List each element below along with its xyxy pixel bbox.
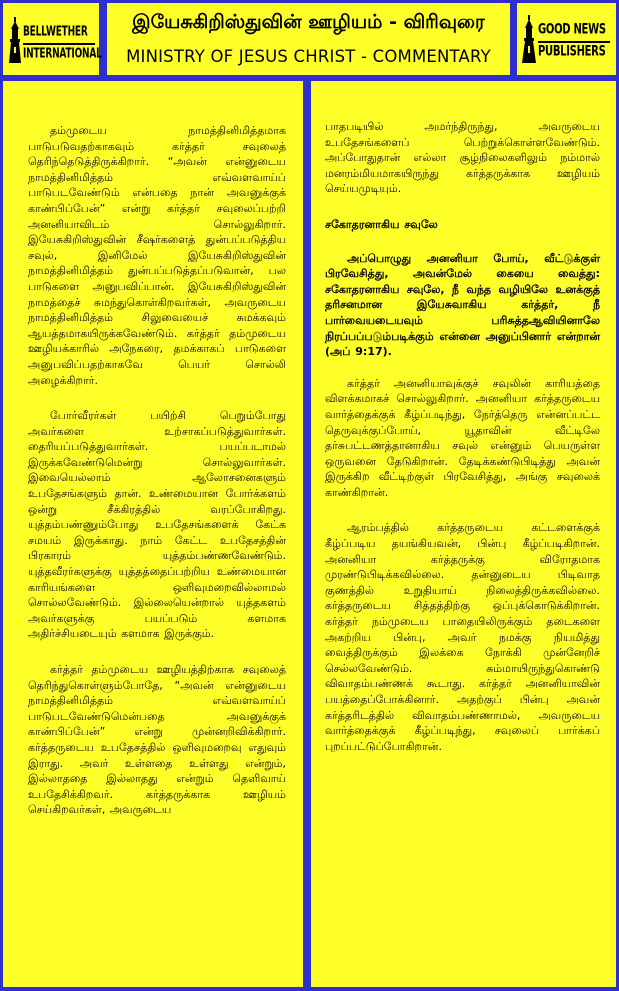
- left-column-text: [28, 123, 286, 838]
- section-heading: சகோதரனாகிய சவுலே: [325, 217, 438, 231]
- logo-line-2: INTERNATIONAL: [23, 47, 102, 62]
- bellwether-logo-panel: [3, 3, 102, 75]
- left-column: [3, 81, 303, 987]
- right-column-text: [325, 119, 600, 774]
- good-news-logo: [522, 15, 612, 67]
- tower-icon: [522, 15, 536, 63]
- title-tamil: இயேசுகிறிஸ்துவின் ஊழியம் - விரிவுரை: [132, 11, 485, 33]
- tower-icon: [9, 17, 21, 63]
- page-header: [3, 3, 616, 75]
- logo-line-1: GOOD NEWS: [538, 22, 606, 38]
- logo-underline: [23, 43, 95, 45]
- good-news-logo-panel: [517, 3, 616, 75]
- logo-line-2: PUBLISHERS: [538, 44, 606, 60]
- logo-line-1: BELLWETHER: [23, 25, 88, 40]
- paragraph: கர்த்தர் அனனியாவுக்குச் சவுலின் காரியத்தை விளக்கமாகச் சொல்லுகிறார். அனனியா கர்த்தருடைய வார்த்தைக்குக் கீழ்ப்படிந்து, நேர்த்தெரு என்னப்பட்ட தெருவுக்குப்போய், யூதாவின் வீட்டிலே தர்சுபட்டணத்தானாகிய சவுல் என்னும் பெயருள்ள ஒருவனை தேடுகிறான். தேடிக்கண்டுபிடித்து அவன் இருக்கிற வீட்டிற்குள் பிரவேசித்து, அங்கு சவுலைக் காண்கிறான்.: [325, 376, 600, 499]
- paragraph: ஆரம்பத்தில் கர்த்தருடைய கட்டளைக்குக் கீழ்ப்படிய தயங்கியவன், பின்பு கீழ்ப்படிகிறான். அனனியா கர்த்தருக்கு விரோதமாக முரண்டுபிடிக்கவில்லை. தன்னுடைய பிடிவாத குணத்தில் உறுதியாய் நிலைத்திருக்கவில்லை. கர்த்தருடைய சித்தத்திற்கு ஒப்புக்கொடுக்கிறான். கர்த்தர் நம்முடைய பாதையிலிருக்கும் தடைகளை அகற்றிய பின்பு, அவர் நமக்கு நியமித்து வைத்திருக்கும் இலக்கை நோக்கி முன்னேறிச் செல்லவேண்டும். சும்மாயிருந்துகொண்டு விவாதம்பண்ணக் கூடாது. கர்த்தர் அனனியாவின் பயத்தைப்போக்கினார். அதற்குப் பின்பு அவன் கர்த்தரிடத்தில் விவாதம்பண்ணாமல், அவருடைய வார்த்தைக்குக் கீழ்ப்படிந்து, சவுலைப் பார்க்கப் புறப்பட்டுப்போகிறான்.: [325, 521, 600, 753]
- paragraph-continued: பாதபடியில் அமர்ந்திருந்து, அவருடைய உபதேசங்களைப் பெற்றுக்கொள்ளவேண்டும். அப்போதுதான் எல்லா சூழ்நிலைகளிலும் நம்மால் மனரம்மியமாகயிருந்து கர்த்தருக்காக ஊழியம் செய்யமுடியும்.: [325, 120, 600, 196]
- right-column: [311, 81, 616, 987]
- paragraph: கர்த்தர் தம்முடைய ஊழியத்திற்காக சவுலைத் தெரிந்துகொள்ளும்போதே, “அவன் என்னுடைய நாமத்தினிமித்தம் எவ்வளவாய்ப் பாடுபடவேண்டுமென்பதை அவனுக்குக் காண்பிப்பேன்” என்று முன்னறிவிக்கிறார். கர்த்தருடைய உபதேசத்தில் ஒளிவுமறைவு எதுவும் இராது. அவர் உள்ளதை உள்ளது என்றும், இல்லாததை இல்லாதது என்றும் தெளிவாய் உபதேசிக்கிறவர். கர்த்தருக்காக ஊழியம் செய்கிறவர்கள், அவருடைய: [28, 663, 286, 817]
- title-english: MINISTRY OF JESUS CHRIST - COMMENTARY: [126, 47, 491, 66]
- paragraph: தம்முடைய நாமத்தினிமித்தமாக பாடுபடுவதற்காகவும் கர்த்தர் சவுலைத் தெரிந்தெடுத்திருக்கிறார். “அவன் என்னுடைய நாமத்தினிமித்தம் எவ்வளவாய்ப் பாடுபடவேண்டும் என்பதை நான் அவனுக்குக் காண்பிப்பேன்” என்று கர்த்தர் சவுலைப்பற்றி அனனியாவிடம் சொல்லுகிறார். இயேசுகிறிஸ்துவின் சீஷர்களைத் துன்பப்படுத்திய சவுல், இனிமேல் இயேசுகிறிஸ்துவின் நாமத்தினிமித்தம் துன்பப்படுத்தப்படுவான், பல பாடுகளை அனுபவிப்பான். இயேசுகிறிஸ்துவின் நாமத்தைச் சுமந்துகொள்கிறவர்கள், அவருடைய நாமத்தினிமித்தம் சிலுவையைச் சுமக்கவும் ஆயத்தமாகயிருக்கவேண்டும். கர்த்தர் தம்முடைய ஊழியக்காரில் அநேகரை, தமக்காகப் பாடுகளை அனுபவிப்பதற்காகவே பெயர் சொல்லி அழைக்கிறார்.: [28, 124, 286, 387]
- paragraph: போர்வீரர்கள் பயிற்சி பெறும்போது அவர்களை உற்சாகப்படுத்துவார்கள். தைரியப்படுத்துவார்கள். பயப்படாமல் இருக்கவேண்டுமென்று சொல்லுவார்கள். இவையெல்லாம் ஆலோசனைகளும் உபதேசங்களும் தான். உண்மையான போர்க்களம் ஒன்று சீக்கிரத்தில் வரப்போகிறது. யுத்தம்பண்ணும்போது உபதேசங்களைக் கேட்க சமயம் இருக்காது. நாம் கேட்ட உபதேசத்தின் பிரகாரம் யுத்தம்பண்ணவேண்டும். யுத்தவீரர்களுக்கு யுத்தத்தைப்பற்றிய உண்மையான காரியங்களை ஒளிவுமறைவில்லாமல் சொல்லவேண்டும். இல்லையென்றால் யுத்தகளம் அவர்களுக்கு பயப்படும் களமாக அதிர்ச்சியடையும் களமாக இருக்கும்.: [28, 409, 286, 641]
- title-panel: [107, 3, 510, 75]
- logo-underline: [538, 41, 610, 43]
- bellwether-logo: [9, 17, 102, 65]
- bible-verse: அப்பொழுது அனனியா போய், வீட்டுக்குள் பிரவேசித்து, அவன்மேல் கையை வைத்து: சகோதரனாகிய சவுலே, நீ வந்த வழியிலே உனக்குத் தரிசனமான இயேசுவாகிய கர்த்தர், நீ பார்வையடையவும் பரிசுத்தஆவியினாலே நிரப்பப்படும்படிக்கும் என்னை அனுப்பினார் என்றான் (அப் 9:17).: [325, 251, 600, 359]
